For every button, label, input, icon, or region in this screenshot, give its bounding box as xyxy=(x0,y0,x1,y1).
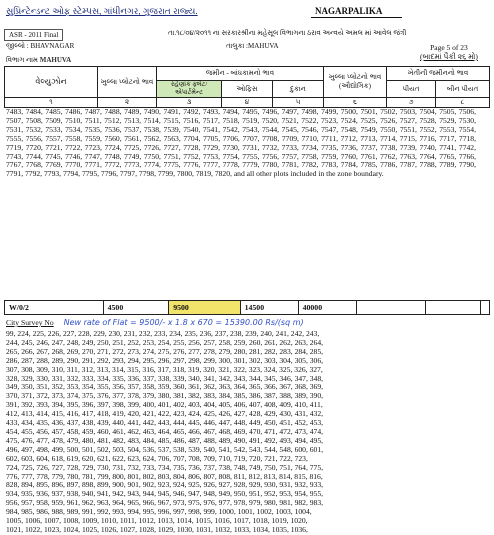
survey-row: 370, 371, 372, 373, 374, 375, 376, 377, 378, 379, 380, 381, 382, 383, 384, 385, 386, 387, 388, 389, 390, xyxy=(6,391,324,401)
village-field xyxy=(6,56,71,65)
survey-row: 956, 957, 958, 959, 961, 962, 963, 964, 965, 966, 967, 973, 975, 976, 977, 978, 979, 980, 981, 982, 983, xyxy=(6,498,324,508)
survey-row: 307, 308, 309, 310, 311, 312, 313, 314, 315, 316, 317, 318, 319, 320, 321, 322, 323, 324, 325, 326, 327, xyxy=(6,364,323,374)
taluka-field xyxy=(226,42,279,51)
survey-row: 724, 725, 726, 727, 728, 729, 730, 731, 732, 733, 734, 735, 736, 737, 738, 748, 749, 750, 751, 764, 775, xyxy=(6,462,324,472)
col-num-6: ૬ xyxy=(324,98,387,108)
survey-row: 1005, 1006, 1007, 1008, 1009, 1010, 1011, 1012, 1013, 1014, 1015, 1016, 1017, 1018, 1019, 1020, xyxy=(6,516,308,526)
rates-table-header xyxy=(4,66,490,108)
handwritten-note: New rate of Flat = 9500/- x 1.8 x 670 = 15390.00 Rs/(sq m) xyxy=(63,318,304,327)
non-irrigated-rate xyxy=(481,301,490,315)
survey-row: 244, 245, 246, 247, 248, 249, 250, 251, 252, 253, 254, 255, 256, 257, 258, 259, 260, 261, 262, 263, 264, xyxy=(6,337,324,347)
village-label: વિભાગ નામ xyxy=(6,56,38,64)
shop-rate: 40000 xyxy=(298,301,356,315)
irrigated-rate xyxy=(425,301,480,315)
document-title: સુપ્રિન્ટેન્ડન્ટ ઓફ સ્ટેમ્પસ, ગાંધીનગર, ગુજરાત રાજ્ય. xyxy=(6,6,198,16)
zone-code: W/0/2 xyxy=(5,301,104,315)
col-num-2: ૨ xyxy=(98,98,157,108)
col-office: ઓફિસ xyxy=(222,81,273,98)
col-num-1: ૧ xyxy=(5,98,98,108)
col-irrigated: પીયત xyxy=(387,81,436,98)
survey-number-list xyxy=(6,330,323,535)
village-value: MAHUVA xyxy=(39,56,72,64)
page-number: Page 5 of 23 xyxy=(430,43,468,52)
col-num-5: ૫ xyxy=(273,98,324,108)
survey-row: 1021, 1022, 1023, 1024, 1025, 1026, 1027, 1028, 1029, 1030, 1031, 1032, 1033, 1034, 1035, 1036, xyxy=(6,524,308,534)
survey-row: 412, 413, 414, 415, 416, 417, 418, 419, 420, 421, 422, 423, 424, 425, 426, 427, 428, 429, 430, 431, 432, xyxy=(6,409,324,419)
city-survey-line xyxy=(6,318,304,327)
nagarpalika-label: NAGARPALIKA xyxy=(311,6,402,18)
industrial-rate xyxy=(356,301,425,315)
survey-row: 602, 603, 604, 618, 619, 620, 621, 622, 623, 624, 706, 707, 708, 709, 710, 719, 720, 721, 722, 723, xyxy=(6,453,308,463)
col-num-4: ૪ xyxy=(222,98,273,108)
survey-row: 391, 392, 393, 394, 395, 396, 397, 398, 399, 400, 401, 402, 403, 404, 405, 406, 407, 408, 409, 410, 411, xyxy=(6,400,323,410)
survey-row: 454, 455, 456, 457, 458, 459, 460, 461, 462, 463, 464, 465, 466, 467, 468, 469, 470, 471, 472, 473, 474, xyxy=(6,426,324,436)
survey-row: 496, 497, 498, 499, 500, 501, 502, 503, 504, 536, 537, 538, 539, 540, 541, 542, 543, 544, 548, 600, 601, xyxy=(6,444,324,454)
taluka-value: MAHUVA xyxy=(248,42,279,50)
survey-row: 475, 476, 477, 478, 479, 480, 481, 482, 483, 484, 485, 486, 487, 488, 489, 490, 491, 492, 493, 494, 495, xyxy=(6,435,324,445)
survey-row: 828, 894, 895, 896, 897, 898, 899, 900, 901, 902, 923, 924, 925, 926, 927, 928, 929, 930, 931, 932, 933, xyxy=(6,480,324,490)
col-flat-apartment: રહેણાંક ફ્લેટ/ એપાર્ટમેન્ટ xyxy=(157,81,222,98)
col-shop: દુકાન xyxy=(273,81,324,98)
survey-row: 265, 266, 267, 268, 269, 270, 271, 272, 273, 274, 275, 276, 277, 278, 279, 280, 281, 282, 283, 284, 285, xyxy=(6,346,324,356)
city-survey-label: City Survey No xyxy=(6,318,54,327)
col-num-3: ૩ xyxy=(157,98,222,108)
col-value-zone: વેલ્યુઝોન xyxy=(5,67,98,98)
col-group-farm: ખેતીની જમીનનો ભાવ xyxy=(387,67,490,81)
col-non-irrigated: બીન પીયત xyxy=(436,81,490,98)
flat-rate: 9500 xyxy=(169,301,240,315)
survey-row: 934, 935, 936, 937, 938, 940, 941, 942, 943, 944, 945, 946, 947, 948, 949, 950, 951, 952, 953, 954, 955, xyxy=(6,489,324,499)
survey-row: 433, 434, 435, 436, 437, 438, 439, 440, 441, 442, 443, 444, 445, 446, 447, 448, 449, 450, 451, 452, 453, xyxy=(6,418,324,428)
col-num-7: ૭ xyxy=(387,98,436,108)
office-rate: 14500 xyxy=(240,301,298,315)
col-num-8: ૮ xyxy=(436,98,490,108)
col-industrial: ખુલ્લા પ્લોટનો ભાવ (ઔદ્યોગિક) xyxy=(324,67,387,98)
page-indicator xyxy=(420,43,478,61)
open-plot-rate: 4500 xyxy=(103,301,169,315)
survey-row: 99, 224, 225, 226, 227, 228, 229, 230, 231, 232, 233, 234, 235, 236, 237, 238, 239, 240, 241, 242, 243, xyxy=(6,329,320,338)
asr-badge: ASR - 2011 Final xyxy=(4,29,63,41)
taluka-label: તાલુકા : xyxy=(226,42,248,50)
survey-row: 984, 985, 986, 988, 989, 991, 992, 993, 994, 995, 996, 997, 998, 999, 1000, 1001, 1002, 1003, 1004, xyxy=(6,507,312,517)
survey-row: 776, 777, 778, 779, 780, 781, 799, 800, 801, 802, 803, 804, 806, 807, 808, 811, 812, 813, 814, 815, 816, xyxy=(6,471,323,481)
survey-row: 328, 329, 330, 331, 332, 333, 334, 335, 336, 337, 338, 339, 340, 341, 342, 343, 344, 345, 346, 347, 348, xyxy=(6,373,324,383)
district-value: BHAVNAGAR xyxy=(30,42,75,50)
zone-plot-list: 7483, 7484, 7485, 7486, 7487, 7488, 7489, 7490, 7491, 7492, 7493, 7494, 7495, 7496, 7497, 7498, 7499, 7500, 7501, 7502, 7503, 7504, 7505, 7506, 7507, 7508, 7509, 7510, 7511, 7512, 7513, 7514, 7515, 7516, 7517, 7518, 7519, 7520, 7521, 7522, 7523, 7524, 7525, 7526, 7527, 7528, 7529, 7530, 7531, 7532, 7533, 7534, 7535, 7536, 7537, 7538, 7539, 7540, 7541, 7542, 7543, 7544, 7545, 7546, 7547, 7548, 7549, 7550, 7551, 7552, 7553, 7554, 7555, 7556, 7557, 7558, 7559, 7560, 7561, 7562, 7563, 7704, 7705, 7706, 7707, 7708, 7709, 7710, 7711, 7712, 7713, 7714, 7715, 7716, 7717, 7718, 7719, 7720, 7721, 7722, 7723, 7724, 7725, 7726, 7727, 7728, 7729, 7730, 7731, 7732, 7733, 7734, 7735, 7736, 7737, 7738, 7739, 7740, 7741, 7742, 7743, 7744, 7745, 7746, 7747, 7748, 7749, 7750, 7751, 7752, 7753, 7754, 7755, 7756, 7757, 7758, 7759, 7760, 7761, 7762, 7763, 7764, 7765, 7766, 7767, 7768, 7769, 7770, 7771, 7772, 7773, 7774, 7775, 7776, 7777, 7778, 7779, 7780, 7781, 7782, 7783, 7784, 7785, 7786, 7787, 7788, 7789, 7790, 7791, 7792, 7793, 7794, 7795, 7796, 7797, 7798, 7799, 7800, 7819, 7820, and all other plots included in the zone boundary. xyxy=(6,107,476,179)
district-field xyxy=(6,42,74,51)
district-label: જીલ્લો : xyxy=(6,42,29,50)
notification-line: તા.૧૮/૦૪/૨૦૧૧ ના સરકારશ્રીના મહેસૂલ વિભાગના ઠરાવ અન્વયે અમલ માં આવેલ જંત્રી xyxy=(168,29,407,37)
page-note: (બાદમાં પૈકી ૨૬ મો) xyxy=(420,52,478,61)
col-group-construction: જમીન - બાંધકામનો ભાવ xyxy=(157,67,324,81)
zone-values-row xyxy=(4,300,490,315)
survey-row: 349, 350, 351, 352, 353, 354, 355, 356, 357, 358, 359, 360, 361, 362, 363, 364, 365, 366, 367, 368, 369, xyxy=(6,382,324,392)
survey-row: 286, 287, 288, 289, 290, 291, 292, 293, 294, 295, 296, 297, 298, 299, 300, 301, 302, 303, 304, 305, 306, xyxy=(6,355,324,365)
col-open-plot: ખુલ્લા પ્લોટનો ભાવ xyxy=(98,67,157,98)
